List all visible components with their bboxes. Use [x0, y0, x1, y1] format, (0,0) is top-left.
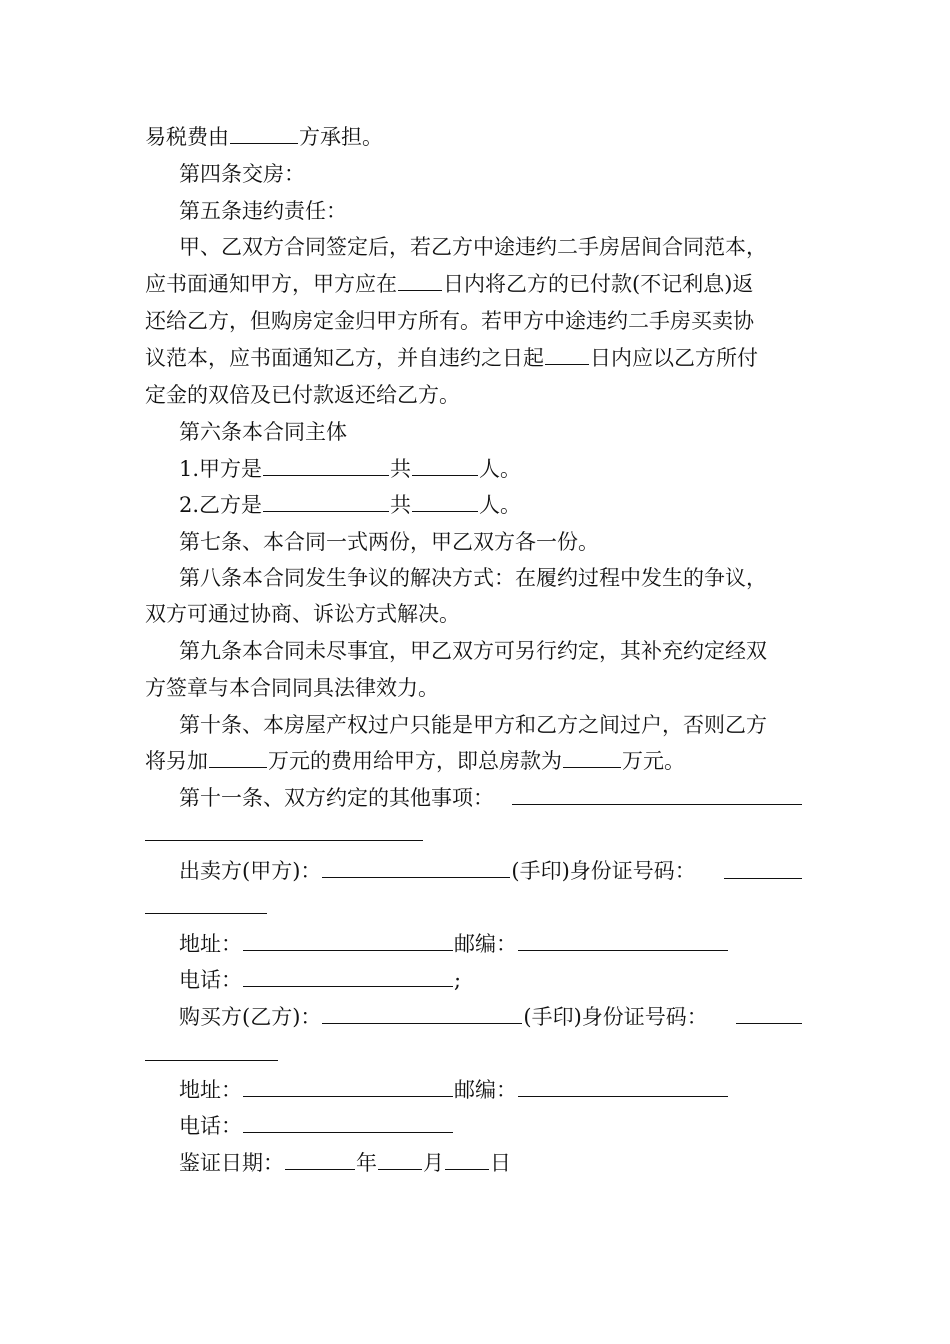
blank-field: [209, 747, 267, 768]
text: ;: [454, 968, 462, 992]
text-line: [145, 123, 383, 151]
text: 电话：: [179, 968, 242, 992]
text: 1.甲方是: [179, 457, 263, 481]
text: 共: [390, 457, 412, 481]
seller-address-line: [179, 930, 729, 958]
text: 地址：: [179, 932, 242, 956]
blank-field: [145, 913, 267, 914]
blank-field: [243, 1112, 453, 1133]
blank-field: [378, 1149, 422, 1170]
blank-field: [322, 1003, 522, 1024]
text-line: [145, 344, 758, 372]
text: 月: [423, 1151, 444, 1175]
article-11: 第十一条、双方约定的其他事项：: [179, 786, 494, 810]
article-7: 第七条、本合同一式两份，甲乙双方各一份。: [179, 530, 599, 554]
text-line: 甲、乙双方合同签定后，若乙方中途违约二手房居间合同范本，: [179, 235, 767, 259]
blank-field: [412, 491, 478, 512]
text: 共: [390, 493, 412, 517]
text: 人。: [479, 457, 522, 481]
text-line: 定金的双倍及已付款返还给乙方。: [145, 383, 460, 407]
text: 邮编：: [454, 1078, 517, 1102]
blank-field: [243, 966, 453, 987]
text: 年: [356, 1151, 377, 1175]
blank-field: [412, 455, 478, 476]
seller-phone-line: [179, 966, 461, 994]
text-line: 双方可通过协商、诉讼方式解决。: [145, 602, 460, 626]
text: 议范本，应书面通知乙方，并自违约之日起: [145, 346, 544, 370]
text-line: 方签章与本合同同具法律效力。: [145, 676, 439, 700]
text: 鉴证日期：: [179, 1151, 284, 1175]
text-line: [179, 455, 521, 483]
blank-field: [563, 747, 621, 768]
text: 易税费由: [145, 125, 229, 149]
article-8: 第八条本合同发生争议的解决方式：在履约过程中发生的争议，: [179, 566, 767, 590]
blank-field: [243, 1076, 453, 1097]
text: 日内应以乙方所付: [590, 346, 758, 370]
blank-field: [285, 1149, 355, 1170]
buyer-address-line: [179, 1076, 729, 1104]
buyer-line: [179, 1003, 708, 1031]
blank-field: [263, 491, 389, 512]
text-line: [145, 747, 685, 775]
text: 方承担。: [299, 125, 383, 149]
article-4-heading: 第四条交房：: [179, 162, 305, 186]
text: 2.乙方是: [179, 493, 263, 517]
blank-field: [322, 857, 510, 878]
article-10: 第十条、本房屋产权过户只能是甲方和乙方之间过户，否则乙方: [179, 713, 767, 737]
blank-field: [512, 804, 802, 805]
text: 将另加: [145, 749, 208, 773]
blank-field: [230, 123, 298, 144]
text: 日内将乙方的已付款(不记利息)返: [443, 272, 754, 296]
article-5-heading: 第五条违约责任：: [179, 199, 347, 223]
text: 电话：: [179, 1114, 242, 1138]
blank-field: [518, 1076, 728, 1097]
text: (手印)身份证号码：: [511, 859, 696, 883]
text: 出卖方(甲方)：: [179, 859, 322, 883]
text-line: [179, 491, 521, 519]
blank-field: [145, 1060, 278, 1061]
article-6-heading: 第六条本合同主体: [179, 420, 347, 444]
text: 万元的费用给甲方，即总房款为: [268, 749, 562, 773]
blank-field: [243, 930, 453, 951]
text-line: [145, 270, 753, 298]
blank-field: [736, 1023, 802, 1024]
blank-field: [724, 878, 802, 879]
blank-field: [518, 930, 728, 951]
text: 地址：: [179, 1078, 242, 1102]
text: 应书面通知甲方，甲方应在: [145, 272, 397, 296]
text: 购买方(乙方)：: [179, 1005, 322, 1029]
blank-field: [263, 455, 389, 476]
verification-date-line: [179, 1149, 511, 1177]
text: 人。: [479, 493, 522, 517]
blank-field: [545, 344, 589, 365]
article-9: 第九条本合同未尽事宜，甲乙双方可另行约定，其补充约定经双: [179, 639, 767, 663]
text: (手印)身份证号码：: [523, 1005, 708, 1029]
blank-field: [398, 270, 442, 291]
text: 日: [490, 1151, 511, 1175]
text: 万元。: [622, 749, 685, 773]
seller-line: [179, 857, 696, 885]
buyer-phone-line: [179, 1112, 454, 1140]
text: 邮编：: [454, 932, 517, 956]
text-line: 还给乙方，但购房定金归甲方所有。若甲方中途违约二手房买卖协: [145, 309, 754, 333]
blank-field: [145, 840, 423, 841]
blank-field: [445, 1149, 489, 1170]
